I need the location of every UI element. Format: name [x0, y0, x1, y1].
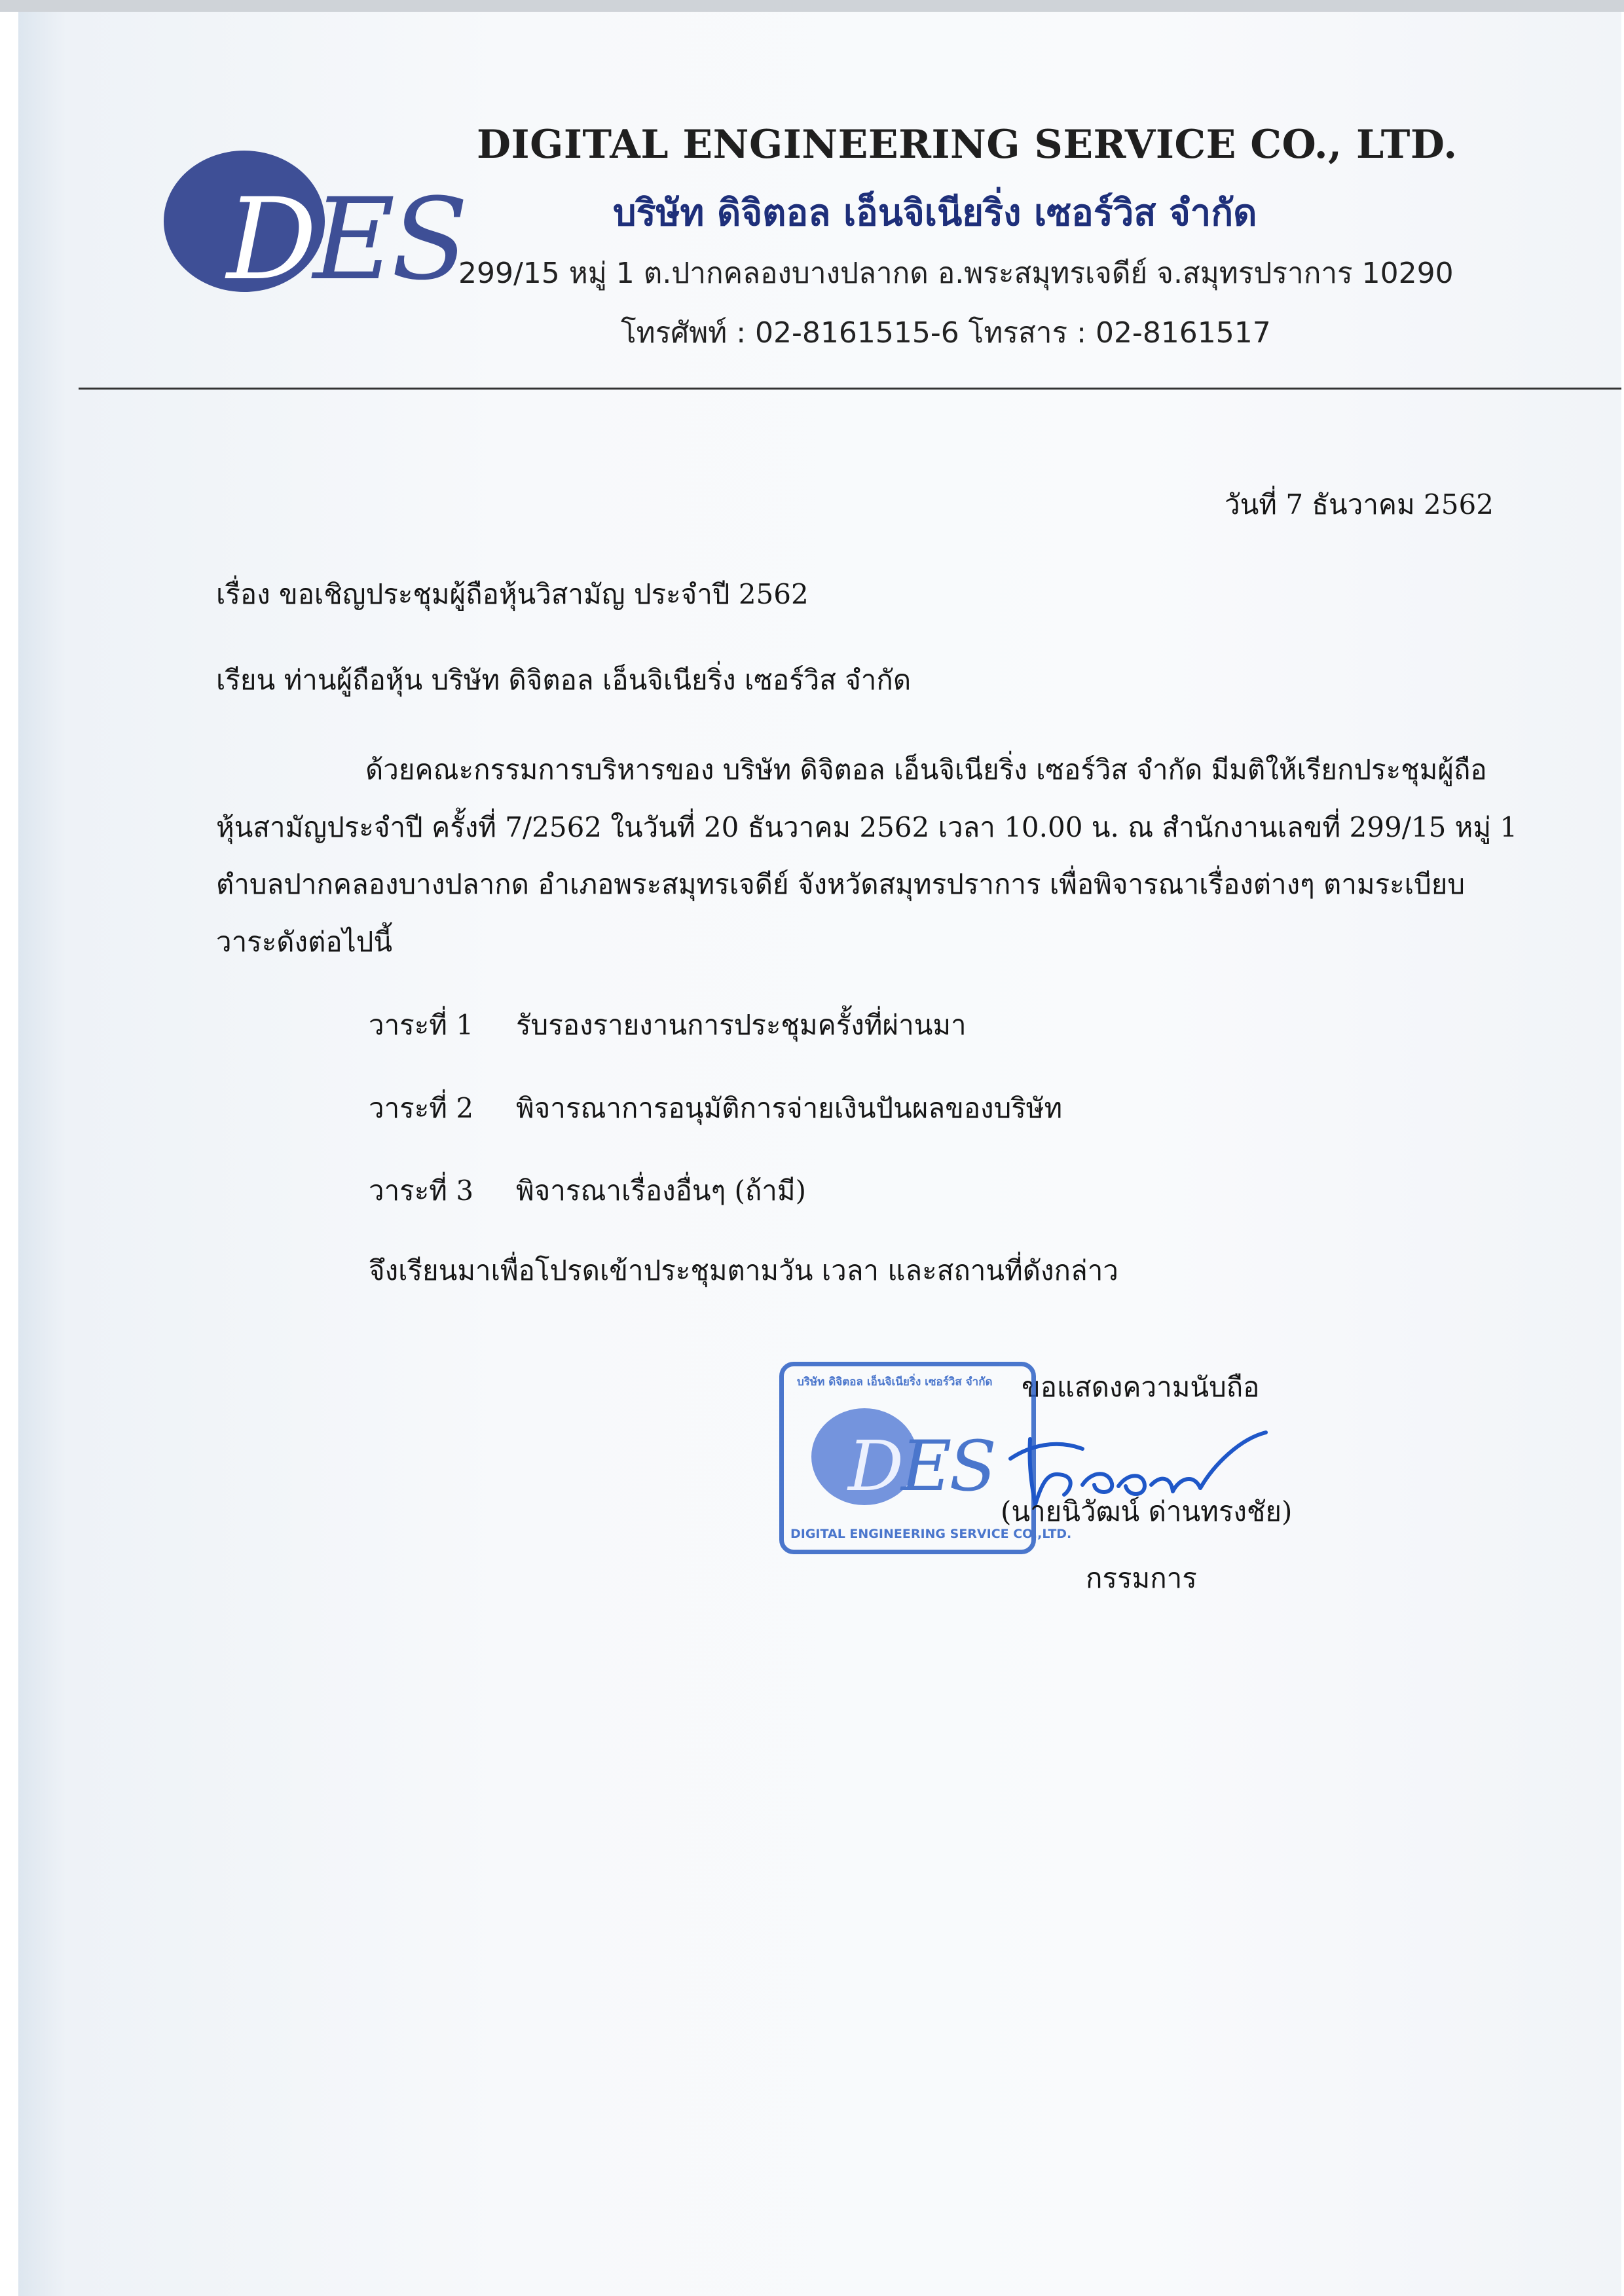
stamp-logo-es: ES — [901, 1426, 994, 1506]
body-line: ด้วยคณะกรรมการบริหารของ บริษัท ดิจิตอล เอ็นจิเนียริ่ง เซอร์วิส จำกัด มีมติให้เรียกประชุมผู้ถือ — [365, 754, 1487, 786]
letterhead-divider — [79, 388, 1621, 390]
agenda-text: รับรองรายงานการประชุมครั้งที่ผ่านมา — [516, 1009, 967, 1041]
closing-sentence: จึงเรียนมาเพื่อโปรดเข้าประชุมตามวัน เวลา และสถานที่ดังกล่าว — [369, 1254, 1118, 1286]
regards: ขอแสดงความนับถือ — [1022, 1371, 1260, 1403]
stamp-logo-d: D — [848, 1426, 901, 1506]
letter-subject: เรื่อง ขอเชิญประชุมผู้ถือหุ้นวิสามัญ ประจำปี 2562 — [216, 578, 809, 610]
agenda-label: วาระที่ 1 — [369, 1009, 474, 1041]
agenda-text: พิจารณาเรื่องอื่นๆ (ถ้ามี) — [516, 1175, 806, 1207]
company-phone-fax: โทรศัพท์ : 02-8161515-6 โทรสาร : 02-8161517 — [621, 316, 1271, 350]
signer-title: กรรมการ — [1086, 1562, 1197, 1594]
letter-date: วันที่ 7 ธันวาคม 2562 — [1225, 488, 1494, 520]
company-name-english: DIGITAL ENGINEERING SERVICE CO., LTD. — [477, 122, 1458, 168]
signer-name: (นายนิวัฒน์ ด่านทรงชัย) — [1001, 1495, 1293, 1527]
body-line: วาระดังต่อไปนี้ — [216, 926, 393, 958]
agenda-label: วาระที่ 2 — [369, 1092, 474, 1124]
company-name-thai: บริษัท ดิจิตอล เอ็นจิเนียริ่ง เซอร์วิส จำกัด — [613, 192, 1257, 234]
scan-top-edge — [0, 0, 1624, 12]
company-seal-stamp — [779, 1362, 1072, 1554]
stamp-english-text: DIGITAL ENGINEERING SERVICE CO.,LTD. — [790, 1527, 1072, 1541]
agenda-label: วาระที่ 3 — [369, 1175, 474, 1207]
body-line: หุ้นสามัญประจำปี ครั้งที่ 7/2562 ในวันที่ 20 ธันวาคม 2562 เวลา 10.00 น. ณ สำนักงานเลขที่ 299/15 หมู่ 1 — [216, 811, 1518, 843]
company-address: 299/15 หมู่ 1 ต.ปากคลองบางปลากด อ.พระสมุทรเจดีย์ จ.สมุทรปราการ 10290 — [458, 257, 1454, 290]
agenda-text: พิจารณาการอนุมัติการจ่ายเงินปันผลของบริษัท — [516, 1092, 1063, 1124]
logo-letters-es: ES — [312, 173, 465, 305]
letter-recipient: เรียน ท่านผู้ถือหุ้น บริษัท ดิจิตอล เอ็นจิเนียริ่ง เซอร์วิส จำกัด — [216, 664, 912, 696]
body-line: ตำบลปากคลองบางปลากด อำเภอพระสมุทรเจดีย์ จังหวัดสมุทรปราการ เพื่อพิจารณาเรื่องต่างๆ ตามระเบียบ — [216, 868, 1466, 900]
letter-page — [18, 12, 1621, 2296]
company-logo — [227, 173, 465, 305]
stamp-logo — [848, 1426, 994, 1506]
logo-letter-d: D — [227, 173, 313, 305]
stamp-thai-text: บริษัท ดิจิตอล เอ็นจิเนียริ่ง เซอร์วิส จำกัด — [797, 1376, 993, 1389]
